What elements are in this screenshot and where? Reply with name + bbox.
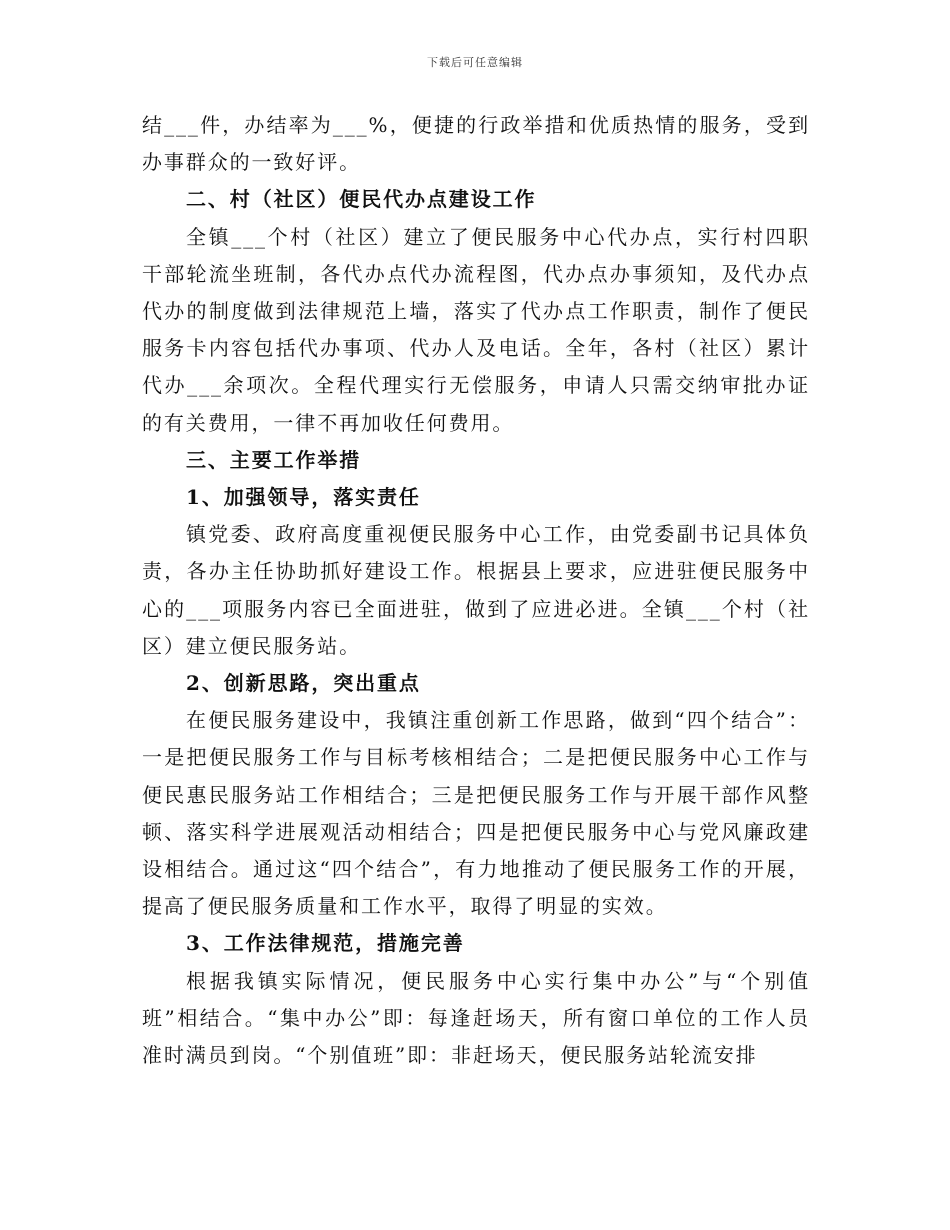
subheading-3: 3、工作法律规范，措施完善 — [186, 931, 465, 956]
subheading-2: 2、创新思路，突出重点 — [186, 671, 421, 696]
section-heading-2: 二、村（社区）便民代办点建设工作 — [186, 187, 537, 212]
paragraph-leadership: 镇党委、政府高度重视便民服务中心工作，由党委副书记具体负责，各办主任协助抓好建设工作。根据县上要求，应进驻便民服务中心的___项服务内容已全面进驻，做到了应进必进。全镇___个村（社区）建立便民服务站。 — [142, 522, 810, 658]
paragraph-regulation: 根据我镇实际情况，便民服务中心实行集中办公”与“个别值班”相结合。“集中办公”即：每逢赶场天，所有窗口单位的工作人员准时满员到岗。“个别值班”即：非赶场天，便民服务站轮流安排 — [142, 968, 810, 1068]
subheading-1: 1、加强领导，落实责任 — [186, 485, 421, 510]
page-header-note: 下载后可任意编辑 — [427, 56, 523, 69]
paragraph-innovation: 在便民服务建设中，我镇注重创新工作思路，做到“四个结合”：一是把便民服务工作与目标考核相结合；二是把便民服务中心工作与便民惠民服务站工作相结合；三是把便民服务工作与开展干部作风整顿、落实科学进展观活动相结合；四是把便民服务中心与党风廉政建设相结合。通过这“四个结合”，有力地推动了便民服务工作的开展，提高了便民服务质量和工作水平，取得了明显的实效。 — [142, 708, 810, 919]
section-heading-3: 三、主要工作举措 — [186, 447, 362, 472]
paragraph-village-service-points: 全镇___个村（社区）建立了便民服务中心代办点，实行村四职干部轮流坐班制，各代办点代办流程图，代办点办事须知，及代办点代办的制度做到法律规范上墙，落实了代办点工作职责，制作了便民服务卡内容包括代办事项、代办人及电话。全年，各村（社区）累计代办___余项次。全程代理实行无偿服务，申请人只需交纳审批办证的有关费用，一律不再加收任何费用。 — [142, 224, 810, 435]
paragraph-intro-continued: 结___件，办结率为___%，便捷的行政举措和优质热情的服务，受到办事群众的一致好评。 — [142, 113, 810, 175]
document-body — [142, 107, 810, 1074]
